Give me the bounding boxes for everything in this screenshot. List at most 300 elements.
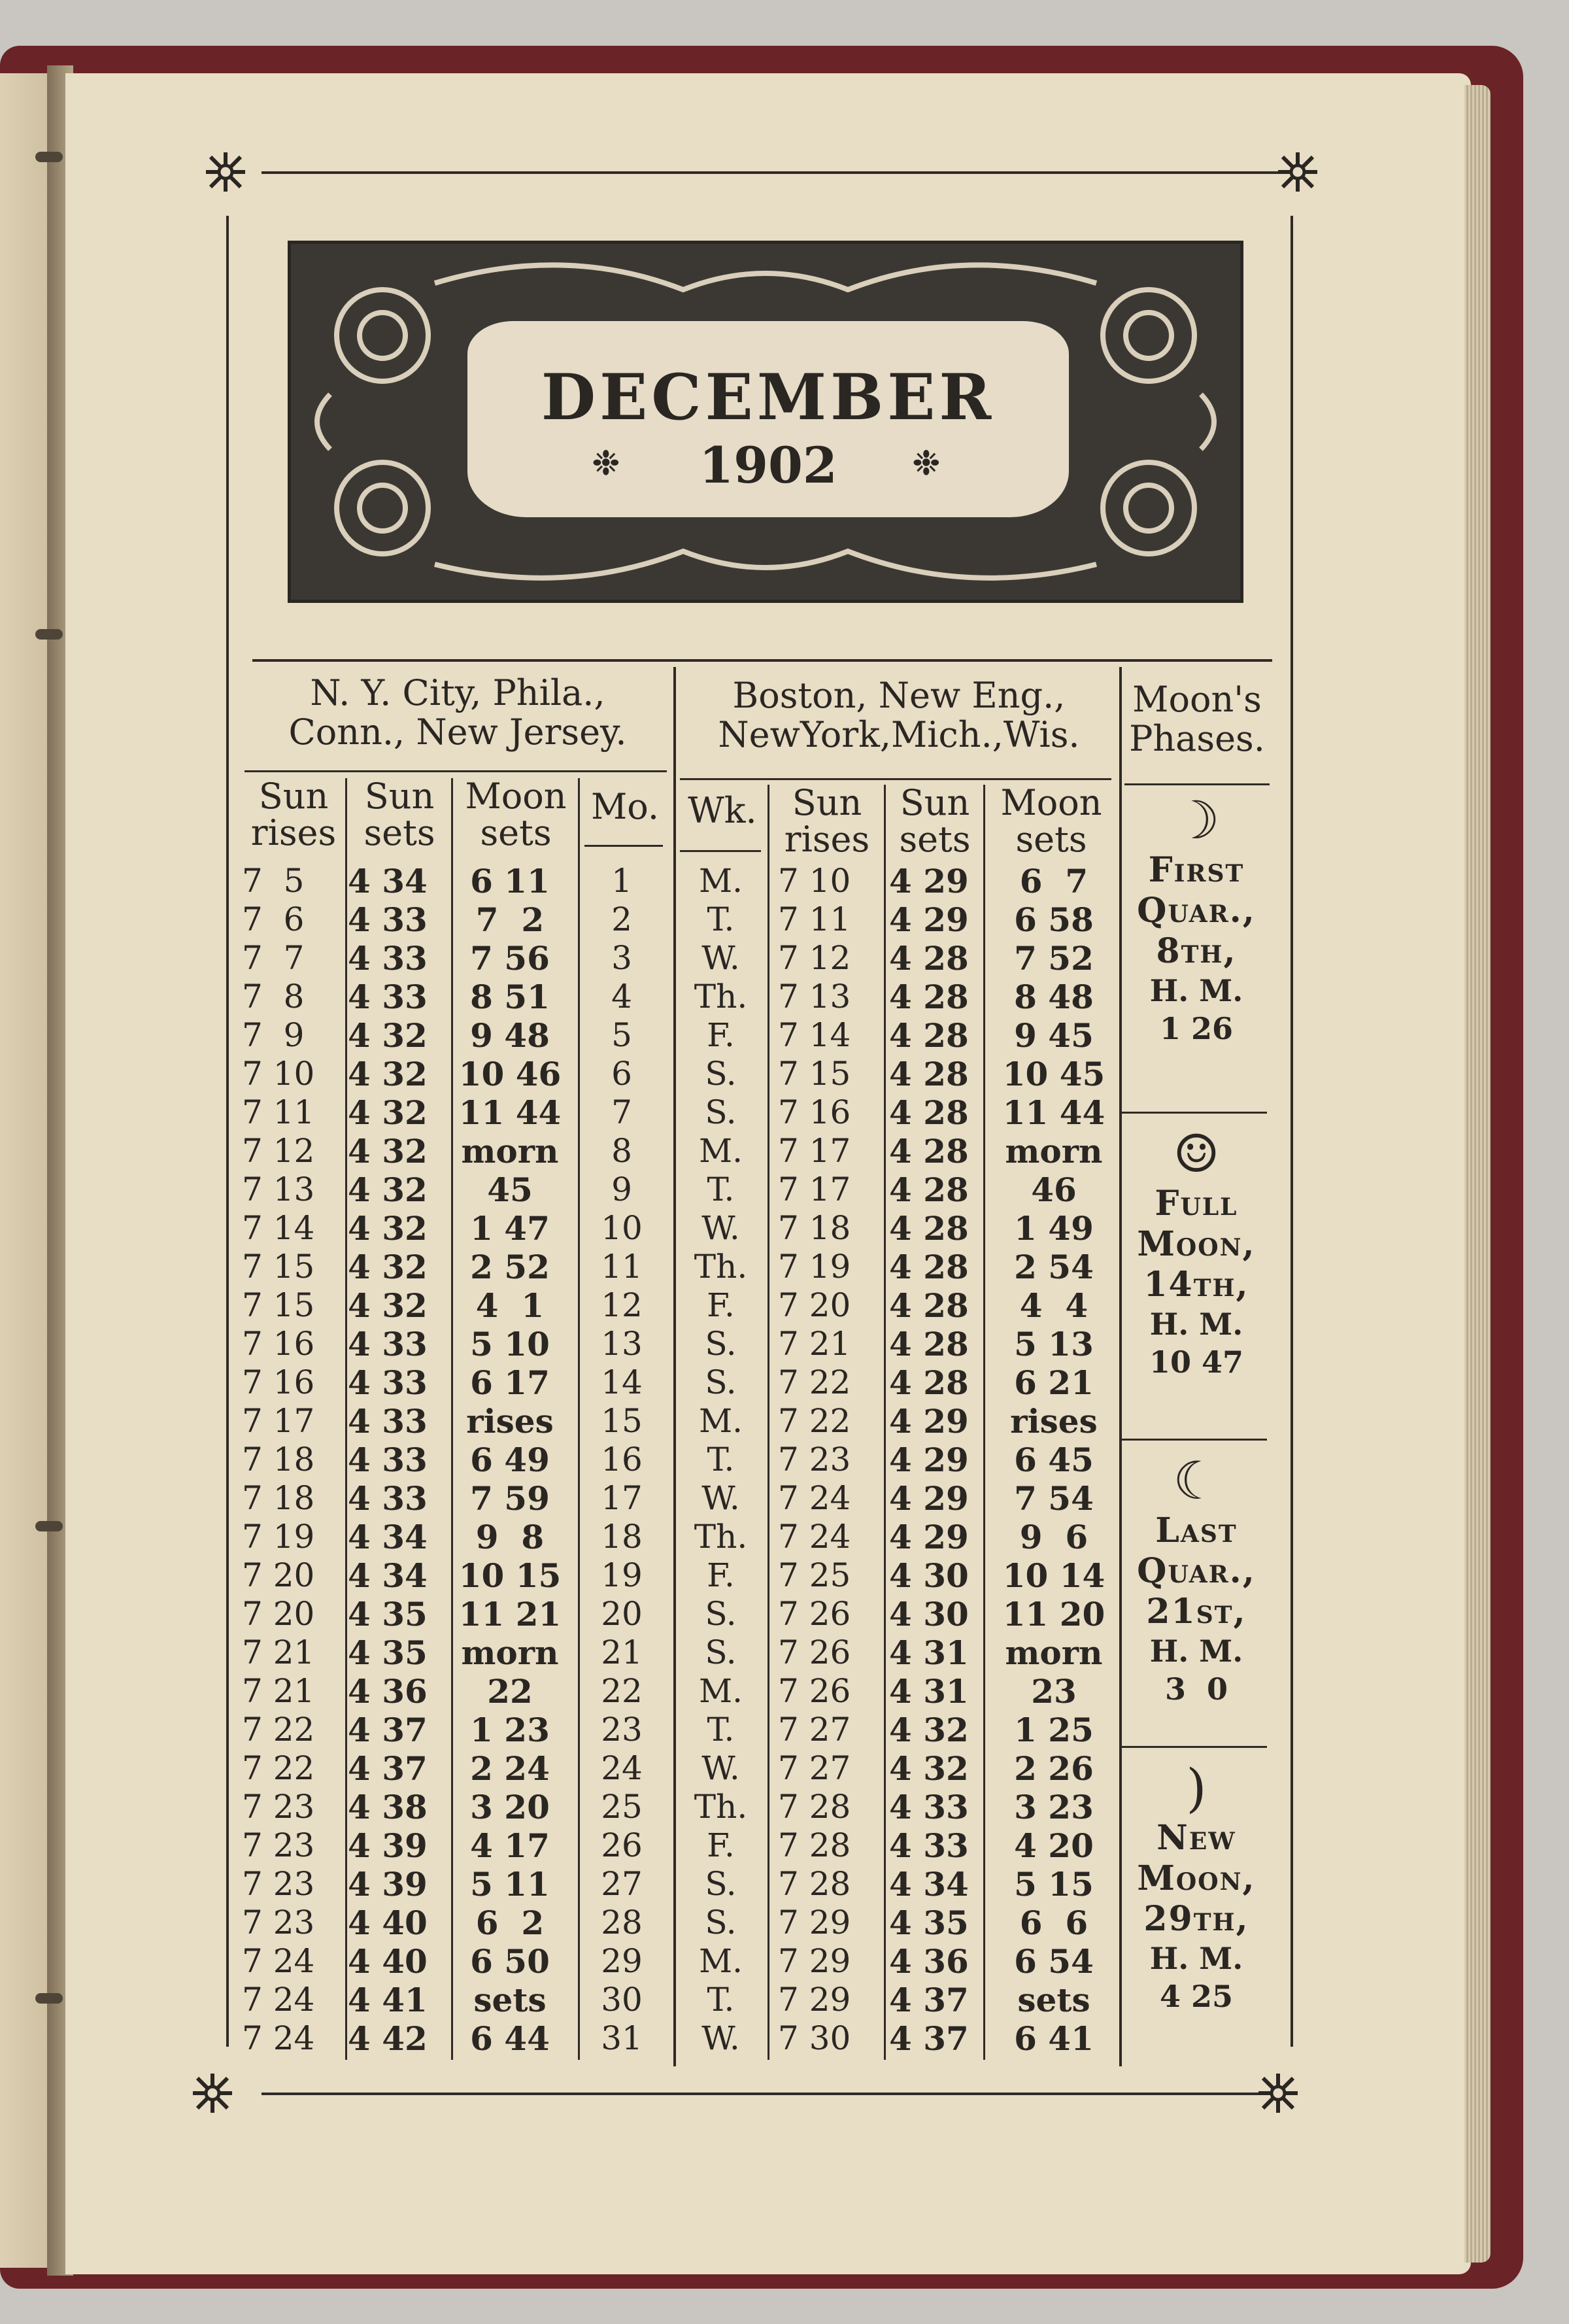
month-day-cell: 18 [601,1518,643,1556]
ny-sun-sets-cell: 4 38 [348,1788,428,1826]
boston-moon-sets-cell: 6 6 [1019,1904,1088,1942]
week-day-cell: T. [707,1441,735,1478]
ny-sun-rises-cell: 7 5 [242,862,305,900]
week-day-cell: Th. [694,1248,748,1286]
boston-moon-sets-cell: 6 45 [1014,1441,1094,1479]
ny-region-line: N. Y. City, Phila., [310,672,605,713]
header-line: Sun [364,776,435,817]
ny-sun-rises-cell: 7 18 [242,1479,315,1517]
boston-sun-sets-cell: 4 29 [889,862,969,900]
month-day-cell: 12 [601,1286,643,1324]
ny-sun-sets-cell: 4 37 [348,1711,428,1749]
boston-sun-sets-cell: 4 28 [889,1209,969,1248]
ny-moon-sets-cell: 7 59 [470,1479,550,1518]
ny-moon-sets-cell: 8 51 [470,978,550,1016]
ny-moon-sets-cell: 1 47 [470,1209,550,1248]
week-day-cell: S. [705,1904,737,1941]
ny-sun-rises-cell: 7 24 [242,2019,315,2057]
ny-sun-rises-cell: 7 16 [242,1325,315,1363]
boston-sun-sets-cell: 4 28 [889,1325,969,1363]
week-day-cell: T. [707,1171,735,1208]
moon-phase-icon: ) [1186,1758,1207,1819]
boston-sun-sets-cell: 4 30 [889,1556,969,1595]
phase-name: New [1156,1818,1236,1858]
moon-phase-icon: ☽ [1173,790,1220,851]
table-row [242,1749,1124,1788]
header-line: Wk. [688,790,757,831]
table-row [242,1595,1124,1633]
ny-moon-sets-cell: 2 52 [470,1248,550,1286]
boston-sun-sets-cell: 4 28 [889,978,969,1016]
boston-sun-rises-cell: 7 22 [778,1363,851,1401]
boston-sun-sets-cell: 4 28 [889,1132,969,1171]
boston-sun-rises-cell: 7 29 [778,1904,851,1941]
week-day-cell: F. [707,1016,735,1054]
ny-moon-sets-cell: 45 [487,1171,533,1209]
moon-phase-icon: ☾ [1173,1450,1220,1511]
week-day-cell: M. [698,1672,743,1710]
week-day-cell: T. [707,1981,735,2019]
ny-moon-sets-cell: 7 2 [475,900,545,939]
binding-stitch [35,629,63,640]
phase-name: First [1148,850,1245,890]
ny-sun-rises-cell: 7 6 [242,900,305,938]
boston-moon-sets-cell: 9 6 [1019,1518,1088,1556]
ny-moon-sets-cell: 9 8 [475,1518,545,1556]
month-day-cell: 3 [611,939,632,977]
month-day-header [581,786,669,827]
month-day-cell: 27 [601,1865,643,1903]
boston-sun-rises-cell: 7 19 [778,1248,851,1286]
table-row [242,1865,1124,1904]
ny-sun-sets-cell: 4 33 [348,1325,428,1363]
table-row [242,1711,1124,1749]
ny-sun-sets-cell: 4 32 [348,1093,428,1132]
boston-sun-rises-cell: 7 20 [778,1286,851,1324]
table-row [242,939,1124,978]
phase-name: Full [1155,1184,1238,1223]
table-row [242,1016,1124,1055]
ny-sun-sets-cell: 4 32 [348,1248,428,1286]
ny-sun-rises-cell: 7 22 [242,1711,315,1749]
week-day-cell: W. [701,939,740,977]
week-day-cell: M. [698,1402,743,1440]
sun-rises-header [242,778,345,851]
table-row [242,900,1124,939]
boston-moon-sets-cell: 9 45 [1014,1016,1094,1055]
month-day-cell: 28 [601,1904,643,1941]
boston-moon-sets-cell: 10 14 [1002,1556,1105,1595]
week-day-cell: S. [705,1865,737,1903]
boston-sun-rises-cell: 7 13 [778,978,851,1016]
table-row [242,1171,1124,1209]
ny-sun-sets-cell: 4 32 [348,1286,428,1325]
month-day-cell: 25 [601,1788,643,1826]
phase-separator [1122,1746,1267,1748]
boston-moon-sets-cell: rises [1010,1402,1098,1441]
table-row [242,1518,1124,1556]
ny-region-header [248,674,667,752]
boston-moon-sets-cell: 6 58 [1014,900,1094,939]
boston-moon-sets-cell: 2 26 [1014,1749,1094,1788]
binding-stitch [35,152,63,162]
boston-sun-rises-cell: 7 22 [778,1402,851,1440]
year-title: 1902 [699,436,837,494]
boston-sun-sets-cell: 4 29 [889,1402,969,1441]
week-day-cell: S. [705,1595,737,1633]
moon-phases-line: Moon's [1132,679,1262,720]
phase-date: 21st, [1146,1592,1247,1632]
boston-moon-sets-cell: 6 21 [1014,1363,1094,1402]
phase-hm-label: H. M. [1149,1941,1243,1976]
ny-sun-rises-cell: 7 11 [242,1093,315,1131]
ny-sun-sets-cell: 4 34 [348,862,428,900]
ny-sun-sets-cell: 4 40 [348,1904,428,1942]
table-row [242,1556,1124,1595]
moon-phase-icon: ☺ [1173,1123,1220,1184]
week-day-cell: W. [701,2019,740,2057]
boston-sun-sets-cell: 4 28 [889,1016,969,1055]
boston-sun-sets-cell: 4 29 [889,1518,969,1556]
ny-moon-sets-cell: 5 11 [470,1865,550,1904]
binding-stitch [35,1993,63,2004]
month-day-cell: 29 [601,1942,643,1980]
table-row [242,1788,1124,1826]
boston-sun-sets-cell: 4 34 [889,1865,969,1904]
ny-sun-sets-cell: 4 33 [348,939,428,978]
boston-region-header [680,676,1118,755]
header-line: Sun [900,782,970,823]
ny-sun-sets-cell: 4 35 [348,1633,428,1672]
boston-sun-sets-cell: 4 37 [889,1981,969,2019]
boston-sun-sets-cell: 4 28 [889,1171,969,1209]
table-row [242,1826,1124,1865]
phase-name: Quar., [1137,891,1256,931]
boston-moon-sets-cell: 10 45 [1002,1055,1105,1093]
table-row [242,1633,1124,1672]
phase-name: Moon, [1137,1224,1256,1264]
table-row [242,1402,1124,1441]
ny-moon-sets-cell: morn [461,1633,559,1672]
binding-stitch [35,1521,63,1531]
week-day-cell: Th. [694,1518,748,1556]
ny-sun-sets-cell: 4 42 [348,2019,428,2058]
boston-moon-sets-cell: 5 13 [1014,1325,1094,1363]
week-day-cell: S. [705,1325,737,1363]
boston-sun-sets-cell: 4 28 [889,1286,969,1325]
ny-sun-sets-cell: 4 33 [348,900,428,939]
boston-sun-rises-cell: 7 29 [778,1981,851,2019]
boston-sun-sets-cell: 4 30 [889,1595,969,1633]
table-row [242,1441,1124,1479]
month-day-cell: 23 [601,1711,643,1749]
ny-moon-sets-cell: 22 [487,1672,533,1711]
phase-time: 10 47 [1149,1344,1244,1380]
boston-sun-rises-cell: 7 17 [778,1171,851,1208]
ny-region-line: Conn., New Jersey. [288,711,627,753]
boston-sun-rises-cell: 7 23 [778,1441,851,1478]
ny-moon-sets-cell: 9 48 [470,1016,550,1055]
boston-sun-sets-cell: 4 28 [889,1363,969,1402]
table-row [242,1093,1124,1132]
boston-moon-sets-cell: 6 7 [1019,862,1088,900]
phase-time: 1 26 [1159,1011,1234,1046]
boston-moon-sets-cell: 46 [1031,1171,1077,1209]
boston-sun-rises-cell: 7 11 [778,900,851,938]
sun-sets-header [348,778,451,851]
ny-moon-sets-cell: 6 49 [470,1441,550,1479]
ny-sun-rises-cell: 7 24 [242,1942,315,1980]
month-day-cell: 21 [601,1633,643,1671]
month-day-cell: 14 [601,1363,643,1401]
boston-sun-sets-cell: 4 29 [889,1479,969,1518]
ny-sun-sets-cell: 4 40 [348,1942,428,1981]
frame-bottom-rule [262,2093,1281,2095]
moon-phase-entry [1111,1759,1281,2015]
header-line: Sun [258,776,329,817]
ny-sun-sets-cell: 4 32 [348,1132,428,1171]
week-day-cell: M. [698,862,743,900]
week-day-header [677,790,768,831]
phase-separator [1122,1439,1267,1441]
boston-sun-sets-cell: 4 37 [889,2019,969,2058]
boston-sun-rises-cell: 7 26 [778,1595,851,1633]
moon-phase-entry [1111,1125,1281,1381]
ny-sun-sets-cell: 4 39 [348,1865,428,1904]
boston-sun-sets-cell: 4 28 [889,939,969,978]
ny-sun-rises-cell: 7 10 [242,1055,315,1093]
ny-sun-rises-cell: 7 21 [242,1672,315,1710]
frame-top-rule [262,171,1281,174]
phases-subheader-rule [1124,783,1270,785]
ny-moon-sets-cell: 6 50 [470,1942,550,1981]
ny-moon-sets-cell: 3 20 [470,1788,550,1826]
ny-sun-rises-cell: 7 15 [242,1248,315,1286]
boston-moon-sets-cell: sets [1017,1981,1090,2019]
wk-underline [680,850,761,852]
ny-sun-sets-cell: 4 32 [348,1209,428,1248]
ny-sun-sets-cell: 4 35 [348,1595,428,1633]
ny-subheader-rule [245,770,667,772]
boston-sun-rises-cell: 7 10 [778,862,851,900]
boston-sun-rises-cell: 7 26 [778,1672,851,1710]
corner-ornament-icon [1275,149,1321,195]
ny-sun-rises-cell: 7 20 [242,1556,315,1594]
table-row [242,1942,1124,1981]
phase-name: Quar., [1137,1551,1256,1591]
boston-moon-sets-cell: 7 52 [1014,939,1094,978]
header-line: Mo. [590,786,660,827]
boston-sun-rises-header [770,782,884,860]
boston-sun-rises-cell: 7 29 [778,1942,851,1980]
boston-sun-sets-cell: 4 28 [889,1248,969,1286]
boston-sun-sets-cell: 4 29 [889,900,969,939]
month-day-cell: 13 [601,1325,643,1363]
phase-separator [1122,1112,1267,1114]
header-line: Sun [792,782,862,823]
ny-sun-sets-cell: 4 33 [348,1363,428,1402]
boston-sun-rises-cell: 7 28 [778,1826,851,1864]
week-day-cell: T. [707,1711,735,1749]
ny-sun-rises-cell: 7 9 [242,1016,305,1054]
ny-moon-sets-cell: 10 15 [458,1556,562,1595]
phase-time: 3 0 [1164,1671,1228,1707]
ny-moon-sets-cell: 4 1 [475,1286,545,1325]
week-day-cell: Th. [694,978,748,1016]
boston-sun-rises-cell: 7 24 [778,1518,851,1556]
table-row [242,1209,1124,1248]
header-line: sets [899,819,971,860]
corner-ornament-icon [1255,2070,1301,2116]
month-day-cell: 1 [611,862,632,900]
phase-hm-label: H. M. [1149,1633,1243,1669]
boston-moon-sets-header [986,782,1117,860]
boston-sun-rises-cell: 7 15 [778,1055,851,1093]
boston-moon-sets-cell: 8 48 [1014,978,1094,1016]
month-day-cell: 8 [611,1132,632,1170]
corner-ornament-icon [190,2070,235,2116]
table-row [242,1904,1124,1942]
moon-phases-header [1122,680,1272,759]
week-day-cell: F. [707,1826,735,1864]
table-row [242,2019,1124,2058]
phase-hm-label: H. M. [1149,1307,1243,1342]
month-day-cell: 5 [611,1016,632,1054]
month-day-cell: 11 [601,1248,643,1286]
ny-sun-sets-cell: 4 32 [348,1016,428,1055]
ny-sun-sets-cell: 4 33 [348,978,428,1016]
week-day-cell: M. [698,1942,743,1980]
table-row [242,1479,1124,1518]
week-day-cell: S. [705,1055,737,1093]
ny-moon-sets-cell: 6 2 [475,1904,545,1942]
month-day-cell: 4 [611,978,632,1016]
ny-moon-sets-cell: sets [473,1981,547,2019]
header-line: sets [480,812,552,853]
ny-sun-sets-cell: 4 41 [348,1981,428,2019]
phase-date: 14th, [1143,1265,1249,1305]
ny-sun-rises-cell: 7 23 [242,1904,315,1941]
ny-sun-rises-cell: 7 15 [242,1286,315,1324]
table-top-rule [252,659,1272,662]
boston-moon-sets-cell: morn [1005,1132,1103,1171]
month-day-cell: 30 [601,1981,643,2019]
ny-sun-sets-cell: 4 34 [348,1518,428,1556]
boston-sun-sets-cell: 4 32 [889,1749,969,1788]
frame-right-rule [1291,216,1293,2047]
boston-sun-rises-cell: 7 21 [778,1325,851,1363]
ny-moon-sets-cell: 5 10 [470,1325,550,1363]
phase-hm-label: H. M. [1149,973,1243,1008]
mo-underline [584,845,663,847]
boston-sun-sets-header [886,782,983,860]
boston-sun-rises-cell: 7 25 [778,1556,851,1594]
month-day-cell: 6 [611,1055,632,1093]
moon-sets-header [454,778,578,851]
month-day-cell: 31 [601,2019,643,2057]
ny-sun-rises-cell: 7 23 [242,1788,315,1826]
ny-sun-rises-cell: 7 22 [242,1749,315,1787]
phase-name: Last [1155,1511,1238,1550]
boston-sun-rises-cell: 7 26 [778,1633,851,1671]
ny-sun-sets-cell: 4 39 [348,1826,428,1865]
ny-sun-rises-cell: 7 8 [242,978,305,1016]
ny-moon-sets-cell: rises [466,1402,554,1441]
week-day-cell: F. [707,1556,735,1594]
boston-sun-sets-cell: 4 28 [889,1093,969,1132]
boston-moon-sets-cell: 4 20 [1014,1826,1094,1865]
ny-sun-rises-cell: 7 24 [242,1981,315,2019]
week-day-cell: W. [701,1479,740,1517]
month-day-cell: 15 [601,1402,643,1440]
ny-sun-rises-cell: 7 23 [242,1826,315,1864]
ny-moon-sets-cell: 6 17 [470,1363,550,1402]
ny-sun-rises-cell: 7 12 [242,1132,315,1170]
boston-sun-sets-cell: 4 32 [889,1711,969,1749]
table-row [242,978,1124,1016]
month-day-cell: 19 [601,1556,643,1594]
boston-sun-sets-cell: 4 28 [889,1055,969,1093]
week-day-cell: S. [705,1633,737,1671]
ny-sun-sets-cell: 4 33 [348,1479,428,1518]
header-line: Moon [465,776,567,817]
boston-sun-rises-cell: 7 28 [778,1865,851,1903]
week-day-cell: S. [705,1363,737,1401]
boston-moon-sets-cell: morn [1005,1633,1103,1672]
ny-moon-sets-cell: 11 44 [458,1093,562,1132]
table-row [242,1363,1124,1402]
boston-sun-sets-cell: 4 31 [889,1672,969,1711]
boston-sun-rises-cell: 7 24 [778,1479,851,1517]
boston-moon-sets-cell: 4 4 [1019,1286,1088,1325]
boston-moon-sets-cell: 5 15 [1014,1865,1094,1904]
table-row [242,1055,1124,1093]
table-row [242,862,1124,900]
boston-sun-sets-cell: 4 31 [889,1633,969,1672]
boston-moon-sets-cell: 2 54 [1014,1248,1094,1286]
ny-sun-sets-cell: 4 37 [348,1749,428,1788]
month-day-cell: 10 [601,1209,643,1247]
boston-moon-sets-cell: 23 [1031,1672,1077,1711]
ny-moon-sets-cell: 4 17 [470,1826,550,1865]
boston-sun-rises-cell: 7 17 [778,1132,851,1170]
ny-sun-sets-cell: 4 33 [348,1402,428,1441]
week-day-cell: S. [705,1093,737,1131]
month-day-cell: 24 [601,1749,643,1787]
ny-moon-sets-cell: 6 11 [470,862,550,900]
month-day-cell: 2 [611,900,632,938]
boston-sun-rises-cell: 7 28 [778,1788,851,1826]
boston-moon-sets-cell: 6 41 [1014,2019,1094,2058]
ny-moon-sets-cell: 6 44 [470,2019,550,2058]
ny-moon-sets-cell: 11 21 [458,1595,562,1633]
frame-left-rule [226,216,229,2047]
phase-date: 29th, [1143,1899,1249,1939]
ny-moon-sets-cell: 1 23 [470,1711,550,1749]
boston-sun-rises-cell: 7 18 [778,1209,851,1247]
boston-moon-sets-cell: 11 44 [1002,1093,1105,1132]
month-header-panel [288,241,1243,603]
left-page-edge [0,73,52,2268]
moon-phase-entry [1111,791,1281,1048]
week-day-cell: M. [698,1132,743,1170]
ny-sun-sets-cell: 4 32 [348,1055,428,1093]
week-day-cell: Th. [694,1788,748,1826]
page-stack-edge [1464,85,1491,2263]
header-line: rises [250,812,337,853]
header-line: sets [1015,819,1087,860]
ny-sun-rises-cell: 7 23 [242,1865,315,1903]
